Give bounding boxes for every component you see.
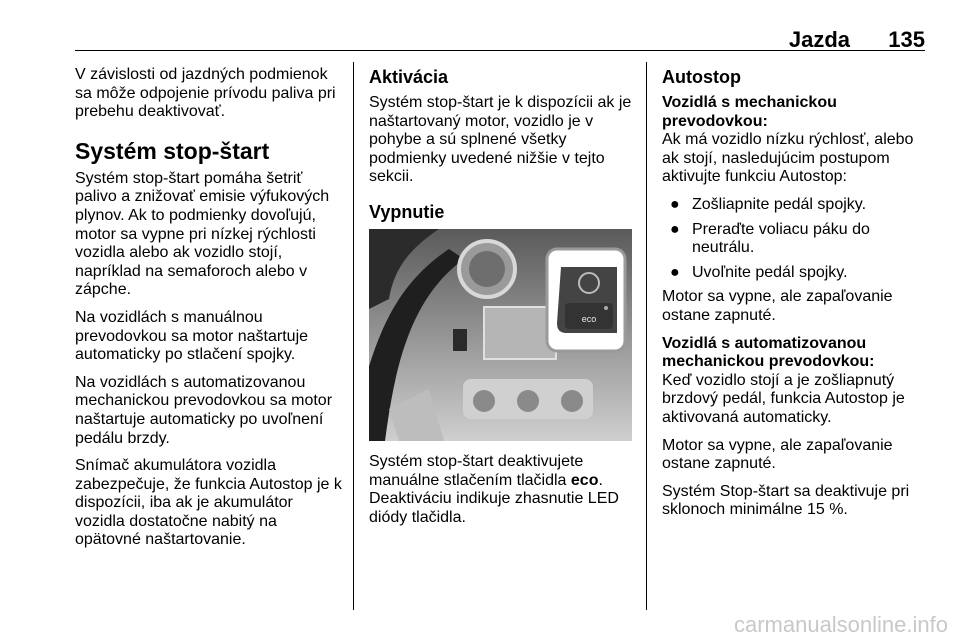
led-icon bbox=[604, 306, 608, 310]
section-title: Jazda bbox=[788, 27, 850, 52]
caption-button-name: eco bbox=[570, 471, 599, 489]
header-rule bbox=[75, 50, 925, 51]
page-number: 135 bbox=[888, 27, 925, 52]
knob-left bbox=[473, 390, 495, 412]
paragraph: Motor sa vypne, ale zapaľovanie ostane zapnuté. bbox=[662, 436, 893, 473]
paragraph: Keď vozidlo stojí a je zošliapnutý brzdový pedál, funkcia Autostop je aktivovaná automaticky. bbox=[662, 371, 905, 426]
column-divider-1 bbox=[353, 62, 354, 610]
paragraph: Systém Stop-štart sa deaktivuje pri sklonoch minimálne 15 %. bbox=[662, 482, 910, 519]
subheading-disable: Vypnutie bbox=[369, 201, 445, 222]
subheading-automated: Vozidlá s automatizovanou mechanickou prevodovkou: bbox=[662, 334, 875, 371]
subheading-autostop: Autostop bbox=[662, 67, 741, 87]
paragraph: Na vozidlách s automatizovanou mechanickou prevodovkou sa motor naštartuje automaticky po uvoľnení pedálu brzdy. bbox=[75, 373, 333, 447]
subheading-activation: Aktivácia bbox=[369, 67, 449, 87]
list-item: ● Uvoľnite pedál spojky. bbox=[670, 263, 848, 281]
figure-caption bbox=[369, 453, 635, 527]
paragraph: Ak má vozidlo nízku rýchlosť, alebo ak stojí, nasledujúcim postupom aktivujte funkciu Autostop: bbox=[662, 131, 914, 186]
list-item: ● Zošliapnite pedál spojky. bbox=[670, 195, 867, 213]
bullet-icon: ● bbox=[670, 195, 680, 213]
bullet-icon: ● bbox=[670, 220, 680, 238]
list-item: ● Preraďte voliacu páku do neutrálu. bbox=[670, 220, 870, 257]
knob-center bbox=[517, 390, 539, 412]
paragraph: Snímač akumulátora vozidla zabezpečuje, že funkcia Autostop je k dispozícii, iba ak je akumulátor vozidla dostatočne nabitý na opätovné naštartovanie. bbox=[75, 457, 342, 549]
steps-list bbox=[662, 196, 932, 282]
center-display bbox=[484, 307, 556, 359]
paragraph: Motor sa vypne, ale zapaľovanie ostane zapnuté. bbox=[662, 288, 893, 324]
small-switch bbox=[453, 329, 467, 351]
watermark: carmanualsonline.info bbox=[733, 612, 948, 637]
column-2 bbox=[369, 66, 635, 536]
bullet-icon: ● bbox=[670, 263, 680, 281]
section-heading: Systém stop-štart bbox=[75, 137, 270, 164]
caption-text: . Deaktiváciu indikuje zhasnutie LED diódy tlačidla. bbox=[369, 471, 619, 526]
subheading-manual: Vozidlá s mechanickou prevodovkou: bbox=[662, 94, 837, 130]
paragraph: Systém stop-štart pomáha šetriť palivo a znižovať emisie výfukových plynov. Ak to podmienky dovoľujú, motor sa vypne pri nízkej rýchlosti vozidla alebo ak vozidlo stojí, napríklad na semaforoch alebo v zápche. bbox=[75, 169, 330, 299]
page-header bbox=[75, 0, 925, 50]
paragraph: Systém stop-štart je k dispozícii ak je naštartovaný motor, vozidlo je v pohybe a sú splnené všetky podmienky uvedené nižšie v tejto sekcii. bbox=[369, 94, 632, 186]
dashboard-figure bbox=[369, 229, 632, 441]
column-divider-2 bbox=[646, 62, 647, 610]
column-3 bbox=[662, 66, 932, 529]
eco-button-label: eco bbox=[581, 313, 597, 324]
air-vent-inner bbox=[469, 251, 505, 287]
caption-text: Systém stop-štart deaktivujete manuálne stlačením tlačidla bbox=[369, 452, 584, 489]
column-1 bbox=[75, 66, 343, 559]
paragraph: Na vozidlách s manuálnou prevodovkou sa motor naštartuje automaticky po stlačení spojky. bbox=[75, 308, 309, 364]
knob-right bbox=[561, 390, 583, 412]
intro-paragraph: V závislosti od jazdných podmienok sa môže odpojenie prívodu paliva pri prebehu deaktivovať. bbox=[75, 66, 336, 121]
